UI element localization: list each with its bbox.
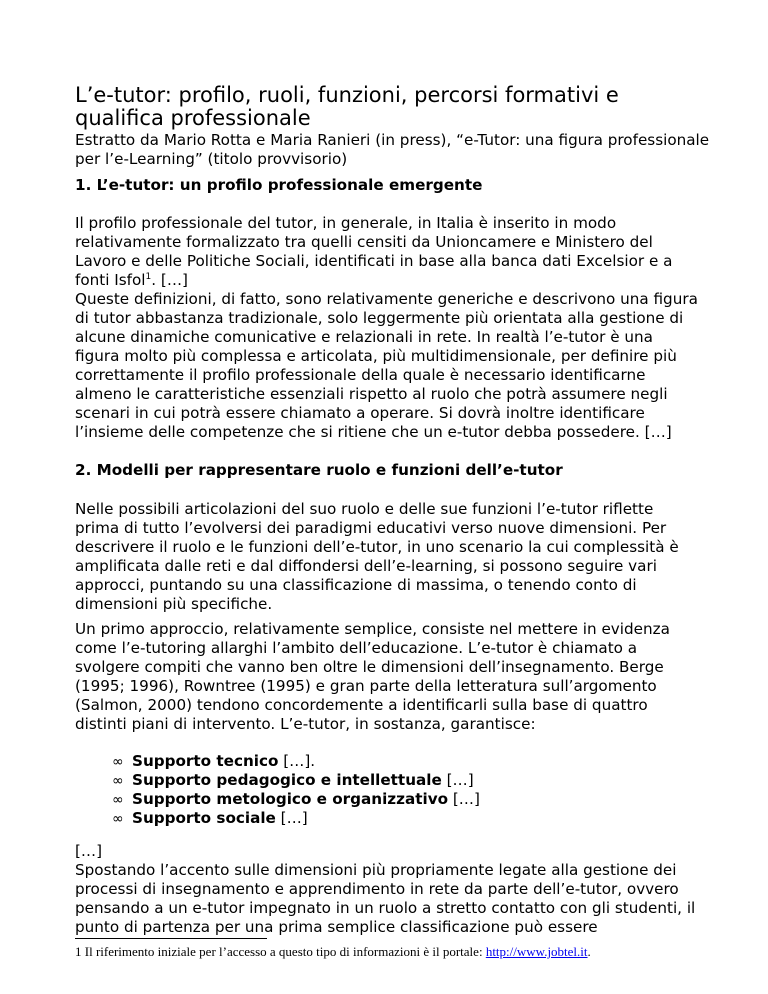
infinity-bullet-icon: ∞ [112, 754, 124, 770]
paragraph-3: Nelle possibili articolazioni del suo ruolo e delle sue funzioni l’e-tutor riflette prima di tutto l’evolversi dei paradigmi educativi verso nuove dimensioni. Per descrivere il ruolo e le funzioni dell’e-tutor, in uno scenario la cui complessità è amplificata dalle reti e dal diffondersi dell’e-learning, si possono seguire vari approcci, puntando su una classificazione di massima, o tenendo conto di dimensioni più specifiche. [75, 500, 679, 613]
paragraph-2: Queste definizioni, di fatto, sono relativamente generiche e descrivono una figura di tutor abbastanza tradizionale, solo leggermente più orientata alla gestione di alcune dinamiche comunicative e relazionali in rete. In realtà l’e-tutor è una figura molto più complessa e articolata, più multidimensionale, per definire più correttamente il profilo professionale della quale è necessario identificarne almeno le caratteristiche essenziali rispetto al ruolo che potrà assumere negli scenari in cui potrà essere chiamato a operare. Si dovrà inoltre identificare l’insieme delle competenze che si ritiene che un e-tutor debba possedere. […] [75, 290, 698, 441]
infinity-bullet-icon: ∞ [112, 811, 124, 827]
paragraph-4: Un primo approccio, relativamente semplice, consiste nel mettere in evidenza come l’e-tutoring allarghi l’ambito dell’educazione. L’e-tutor è chiamato a svolgere compiti che vanno ben oltre le dimensioni dell’insegnamento. Berge (1995; 1996), Rowntree (1995) e gran parte della letteratura sull’argomento (Salmon, 2000) tendono concordemente a identificarli sulla base di quattro distinti piani di intervento. L’e-tutor, in sostanza, garantisce: [75, 620, 670, 733]
document-title: L’e-tutor: profilo, ruoli, funzioni, percorsi formativi e qualifica professionale [75, 83, 619, 130]
bullet-rest-text: […] [441, 771, 474, 789]
section-2-heading: 2. Modelli per rappresentare ruolo e funzioni dell’e-tutor [75, 461, 563, 479]
footnote-link[interactable]: http://www.jobtel.it [485, 944, 588, 959]
footnote [75, 944, 755, 959]
infinity-bullet-icon: ∞ [112, 773, 124, 789]
bullet-strong-text: Supporto metologico e organizzativo [132, 790, 449, 808]
bullet-strong-text: Supporto pedagogico e intellettuale [132, 771, 442, 789]
paragraph-1-text: Il profilo professionale del tutor, in generale, in Italia è inserito in modo relativamente formalizzato tra quelli censiti da Unioncamere e Ministero del Lavoro e delle Politiche Sociali, identificati in base alla banca dati Excelsior e a fonti Isfol [75, 214, 673, 289]
section-1-heading: 1. L’e-tutor: un profilo professionale emergente [75, 176, 483, 194]
footnote-marker[interactable]: 1 [145, 271, 152, 282]
bullet-rest-text: […] [275, 809, 308, 827]
bullet-rest-text: […]. [278, 752, 316, 770]
list-item [112, 790, 672, 809]
bullet-strong-text: Supporto sociale [132, 809, 276, 827]
ellipsis-line: […] [75, 842, 103, 860]
document-subtitle: Estratto da Mario Rotta e Maria Ranieri (in press), “e-Tutor: una figura professionale per l’e-Learning” (titolo provvisorio) [75, 131, 710, 168]
list-item [112, 752, 672, 771]
list-item [112, 809, 672, 828]
paragraph-5: Spostando l’accento sulle dimensioni più propriamente legate alla gestione dei processi di insegnamento e apprendimento in rete da parte dell’e-tutor, ovvero pensando a un e-tutor impegnato in un ruolo a stretto contatto con gli studenti, il punto di partenza per una prima semplice classificazione può essere [75, 861, 696, 936]
list-item [112, 771, 672, 790]
footnote-divider [75, 938, 267, 939]
paragraph-1-tail: . […] [151, 271, 188, 289]
bullet-rest-text: […] [448, 790, 480, 808]
bullet-list [112, 752, 672, 828]
footnote-end: . [587, 944, 591, 959]
paragraph-1 [75, 214, 702, 290]
bullet-strong-text: Supporto tecnico [132, 752, 279, 770]
infinity-bullet-icon: ∞ [112, 792, 124, 808]
footnote-text: 1 Il riferimento iniziale per l’accesso a questo tipo di informazioni è il portale: [75, 944, 486, 959]
